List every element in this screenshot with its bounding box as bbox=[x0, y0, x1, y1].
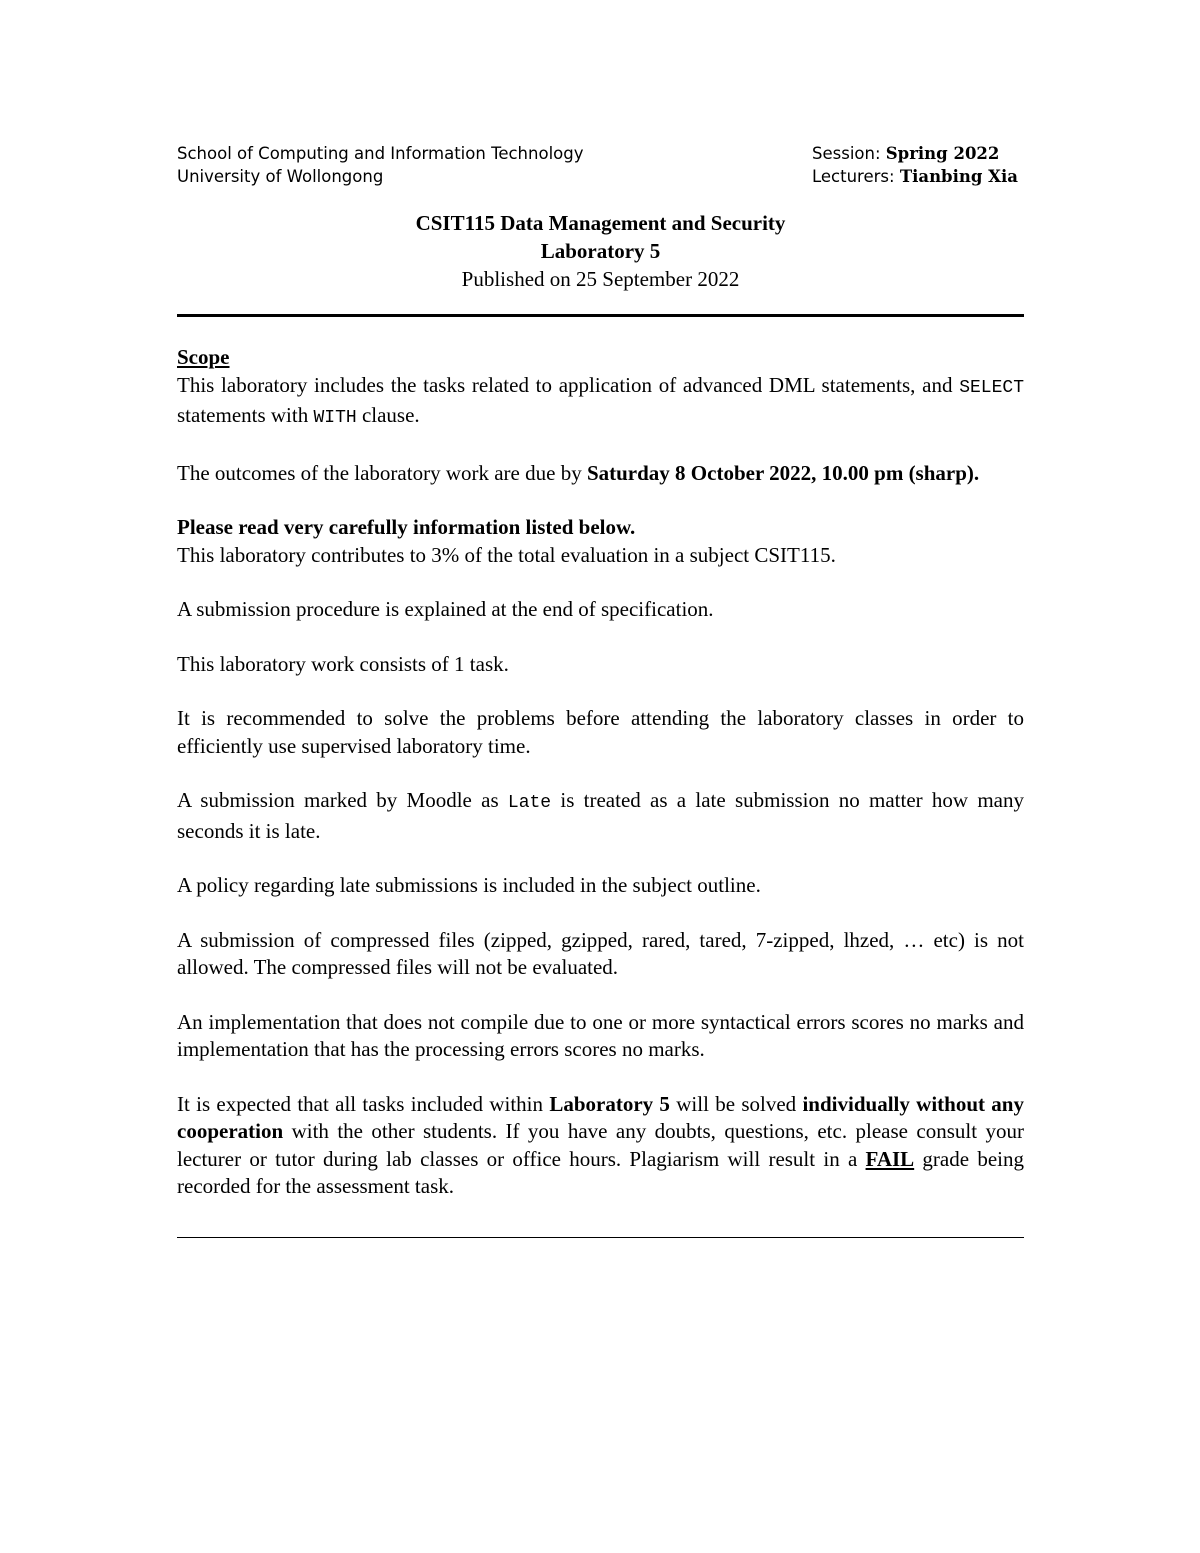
due-text: The outcomes of the laboratory work are due by bbox=[177, 460, 587, 485]
published-date: Published on 25 September 2022 bbox=[461, 267, 740, 291]
fail-grade: FAIL bbox=[865, 1146, 915, 1171]
lab-title: Laboratory 5 bbox=[540, 239, 661, 263]
task-count-paragraph: This laboratory work consists of 1 task. bbox=[177, 651, 509, 676]
individual-bold: individually without any cooperation bbox=[177, 1091, 1024, 1143]
individual-text: It is expected that all tasks included within bbox=[177, 1091, 550, 1116]
submission-procedure-paragraph: A submission procedure is explained at the end of specification. bbox=[177, 597, 714, 621]
info-paragraph bbox=[177, 514, 1024, 569]
scope-text: statements with bbox=[177, 403, 314, 427]
contribution-text: This laboratory contributes to 3% of the total evaluation in a subject CSIT115. bbox=[177, 542, 836, 567]
session-value: Spring 2022 bbox=[885, 144, 1000, 163]
recommendation-paragraph: It is recommended to solve the problems before attending the laboratory classes in order to efficiently use supervised laboratory time. bbox=[177, 706, 1024, 758]
school-name: School of Computing and Information Technology bbox=[177, 144, 584, 163]
due-paragraph bbox=[177, 460, 1024, 488]
header-left bbox=[177, 142, 584, 188]
code-with: WITH bbox=[313, 408, 357, 428]
late-text: is treated as a late submission no matter how many seconds it is late. bbox=[177, 788, 1024, 843]
code-late: Late bbox=[507, 793, 552, 813]
university-name: University of Wollongong bbox=[177, 167, 384, 186]
due-date: Saturday 8 October 2022, 10.00 pm (sharp). bbox=[586, 460, 980, 485]
individual-text: grade being recorded for the assessment task. bbox=[177, 1146, 1024, 1198]
individual-text: will be solved bbox=[669, 1091, 803, 1116]
session-label: Session: bbox=[812, 144, 881, 163]
compressed-paragraph: A submission of compressed files (zipped, gzipped, rared, tared, 7-zipped, lhzed, … etc) is not allowed. The compressed files will not be evaluated. bbox=[177, 927, 1024, 979]
individual-lab: Laboratory 5 bbox=[549, 1091, 670, 1116]
bottom-divider bbox=[177, 1237, 1024, 1238]
header-right bbox=[812, 142, 1018, 188]
scope-text: clause. bbox=[356, 403, 420, 427]
body-content bbox=[177, 344, 1024, 1228]
course-title: CSIT115 Data Management and Security bbox=[415, 211, 786, 235]
scope-text: This laboratory includes the tasks related to application of advanced DML statements, and bbox=[177, 372, 960, 397]
title-divider bbox=[177, 314, 1024, 317]
lecturers-line bbox=[812, 165, 1018, 188]
title-block bbox=[177, 209, 1024, 293]
late-policy-paragraph: A policy regarding late submissions is included in the subject outline. bbox=[177, 873, 761, 897]
compile-paragraph: An implementation that does not compile due to one or more syntactical errors scores no marks and implementation that has the processing errors scores no marks. bbox=[177, 1009, 1024, 1061]
individual-paragraph bbox=[177, 1091, 1024, 1201]
info-heading: Please read very carefully information listed below. bbox=[177, 515, 636, 539]
scope-heading: Scope bbox=[177, 345, 230, 369]
lecturers-value: Tianbing Xia bbox=[899, 167, 1018, 186]
late-text: A submission marked by Moodle as bbox=[177, 788, 508, 812]
code-select: SELECT bbox=[959, 377, 1024, 398]
scope-paragraph bbox=[177, 344, 1024, 433]
session-line bbox=[812, 142, 1018, 165]
individual-text: with the other students. If you have any doubts, questions, etc. please consult your lecturer or tutor during lab classes or office hours. Plagiarism will result in a bbox=[177, 1119, 1024, 1171]
lecturers-label: Lecturers: bbox=[812, 167, 895, 186]
late-paragraph bbox=[177, 787, 1024, 845]
